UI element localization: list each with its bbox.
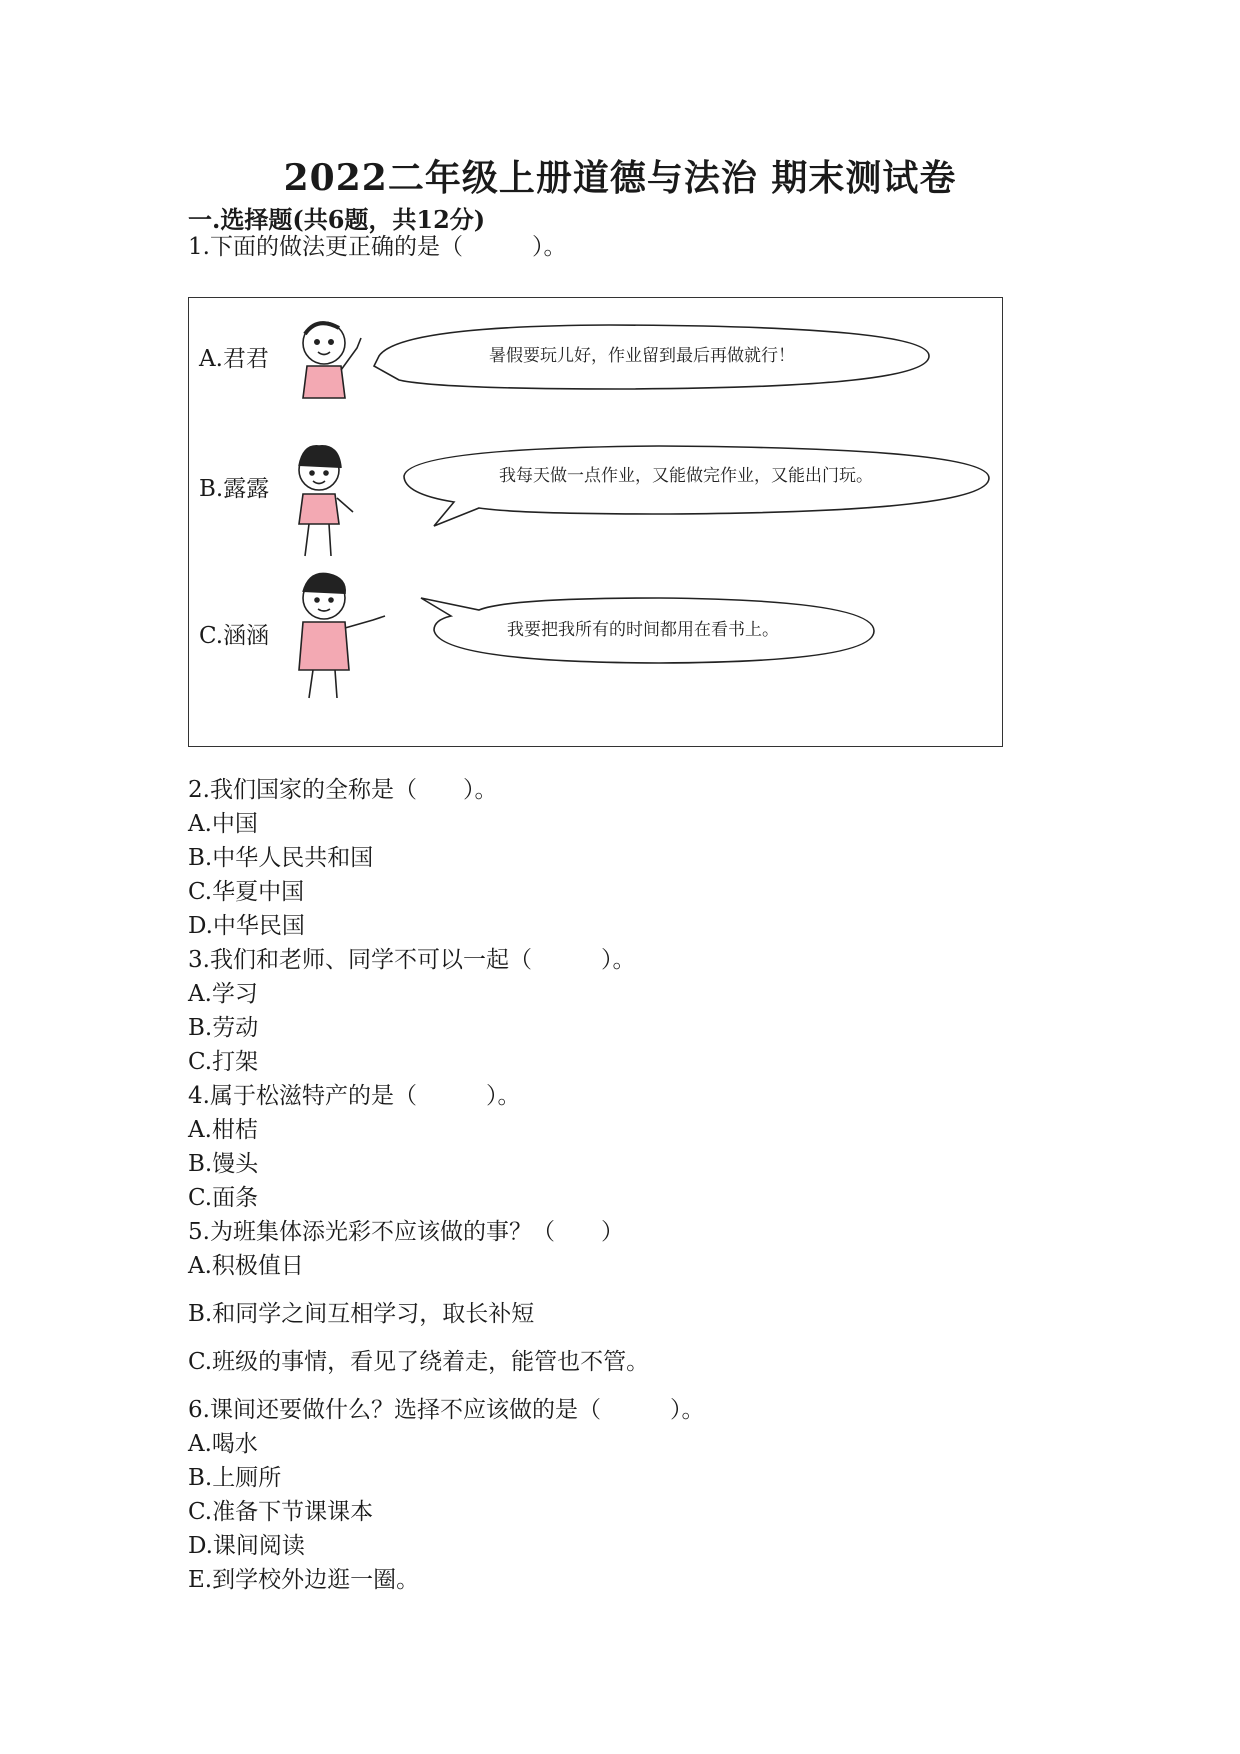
boy-pointing-icon — [299, 573, 385, 698]
question-4-option: A.柑桔 — [188, 1117, 258, 1143]
question-6-stem: 6.课间还要做什么？选择不应该做的是（ ）。 — [188, 1397, 705, 1423]
question-3-option: A.学习 — [188, 981, 258, 1007]
question-5-option: B.和同学之间互相学习，取长补短 — [188, 1301, 535, 1327]
question-3-stem: 3.我们和老师、同学不可以一起（ ）。 — [188, 947, 636, 973]
section-heading: 一.选择题(共6题，共12分) — [188, 205, 486, 234]
speech-text-b: 我每天做一点作业，又能做完作业，又能出门玩。 — [499, 466, 873, 486]
page-title: 2022二年级上册道德与法治 期末测试卷 — [283, 157, 957, 199]
question-3-option: B.劳动 — [188, 1015, 259, 1041]
speech-illustration — [189, 298, 1004, 748]
question-2-option: C.华夏中国 — [188, 879, 305, 905]
speech-text-a: 暑假要玩儿好，作业留到最后再做就行！ — [489, 346, 795, 366]
question-5-option: A.积极值日 — [188, 1253, 304, 1279]
question-1-figure — [188, 297, 1003, 747]
question-2-option: A.中国 — [188, 811, 258, 837]
question-4-option: B.馒头 — [188, 1151, 259, 1177]
option-c-label: C.涵涵 — [199, 623, 270, 649]
question-5-option: C.班级的事情，看见了绕着走，能管也不管。 — [188, 1349, 650, 1375]
question-2-option: D.中华民国 — [188, 913, 305, 939]
question-6-option: A.喝水 — [188, 1431, 258, 1457]
question-6-option: C.准备下节课课本 — [188, 1499, 374, 1525]
boy-pointing-icon — [303, 322, 361, 398]
speech-text-c: 我要把我所有的时间都用在看书上。 — [507, 620, 779, 640]
question-1-stem: 1.下面的做法更正确的是（ ）。 — [188, 234, 567, 260]
question-6-option: B.上厕所 — [188, 1465, 282, 1491]
option-b-label: B.露露 — [199, 476, 270, 502]
question-5-stem: 5.为班集体添光彩不应该做的事？（ ） — [188, 1219, 624, 1245]
question-6-option: E.到学校外边逛一圈。 — [188, 1567, 420, 1593]
question-2-option: B.中华人民共和国 — [188, 845, 374, 871]
question-2-stem: 2.我们国家的全称是（ ）。 — [188, 777, 498, 803]
question-6-option: D.课间阅读 — [188, 1533, 305, 1559]
question-4-option: C.面条 — [188, 1185, 259, 1211]
option-a-label: A.君君 — [199, 346, 269, 372]
girl-icon — [299, 446, 353, 556]
question-4-stem: 4.属于松滋特产的是（ ）。 — [188, 1083, 521, 1109]
speech-bubble-b — [404, 446, 989, 526]
question-3-option: C.打架 — [188, 1049, 259, 1075]
